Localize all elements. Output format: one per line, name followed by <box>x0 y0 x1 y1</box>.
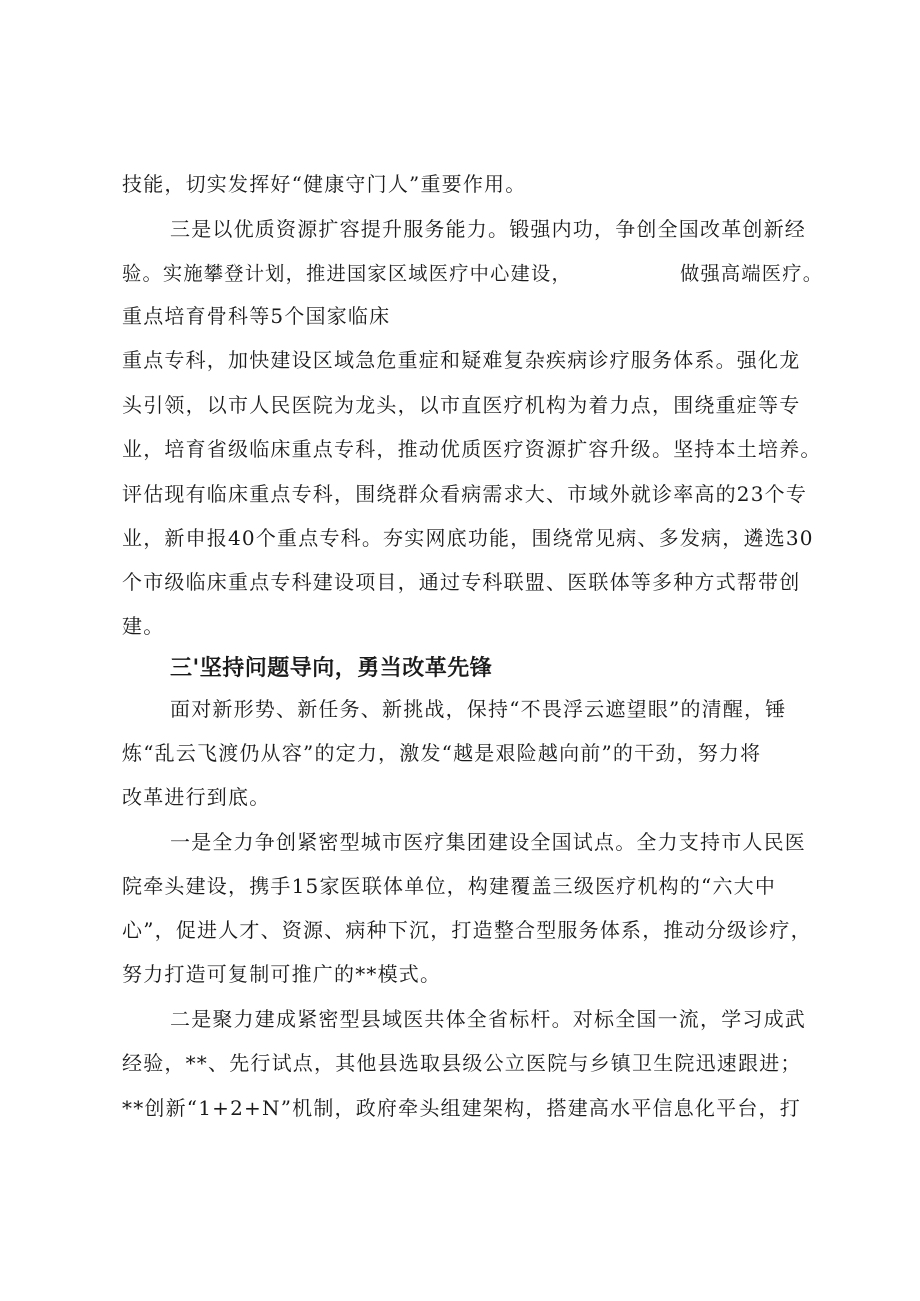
text-line: 心”，促进人才、资源、病种下沉，打造整合型服务体系，推动分级诊疗， <box>122 918 812 942</box>
text-line: 经验，**、先行试点，其他县选取县级公立医院与乡镇卫生院迅速跟进； <box>122 1051 802 1075</box>
paragraph-first-line: 面对新形势、新任务、新挑战，保持“不畏浮云遮望眼”的清醒，锤 <box>170 697 787 721</box>
paragraph-first-line: 三是以优质资源扩容提升服务能力。锻强内功，争创全国改革创新经 <box>170 217 806 241</box>
text-line <box>122 262 822 286</box>
text-line: 评估现有临床重点专科，围绕群众看病需求大、市域外就诊率高的23个专 <box>122 482 808 506</box>
text-line: **创新“1+2+N”机制，政府牵头组建架构，搭建高水平信息化平台，打 <box>122 1096 801 1120</box>
text-line: 技能，切实发挥好“健康守门人”重要作用。 <box>122 172 527 196</box>
text-line: 改革进行到底。 <box>122 785 271 809</box>
section-heading: 三'坚持问题导向，勇当改革先锋 <box>170 656 493 681</box>
text-line: 业，培育省级临床重点专科，推动优质医疗资源扩容升级。坚持本土培养。 <box>122 437 822 461</box>
text-line: 重点培育骨科等5个国家临床 <box>122 304 391 328</box>
text-line: 努力打造可复制可推广的**模式。 <box>122 962 442 986</box>
text-line: 建。 <box>122 614 165 638</box>
text-line: 业，新申报40个重点专科。夯实网底功能，围绕常见病、多发病，遴选30 <box>122 526 814 550</box>
text-line: 炼“乱云飞渡仍从容”的定力，激发“越是艰险越向前”的干劲，努力将 <box>122 741 762 765</box>
paragraph-first-line: 一是全力争创紧密型城市医疗集团建设全国试点。全力支持市人民医 <box>170 830 806 854</box>
text-line: 院牵头建设，携手15家医联体单位，构建覆盖三级医疗机构的“六大中 <box>122 874 777 898</box>
text-line: 头引领，以市人民医院为龙头，以市直医疗机构为着力点，围绕重症等专 <box>122 393 801 417</box>
text-line: 个市级临床重点专科建设项目，通过专科联盟、医联体等多种方式帮带创 <box>122 570 801 594</box>
paragraph-first-line: 二是聚力建成紧密型县域医共体全省标杆。对标全国一流，学习成武 <box>170 1007 806 1031</box>
text-segment: 验。实施攀登计划，推进国家区域医疗中心建设， <box>122 262 572 285</box>
text-segment: 做强高端医疗。 <box>680 262 824 285</box>
text-line: 重点专科，加快建设区域急危重症和疑难复杂疾病诊疗服务体系。强化龙 <box>122 348 801 372</box>
